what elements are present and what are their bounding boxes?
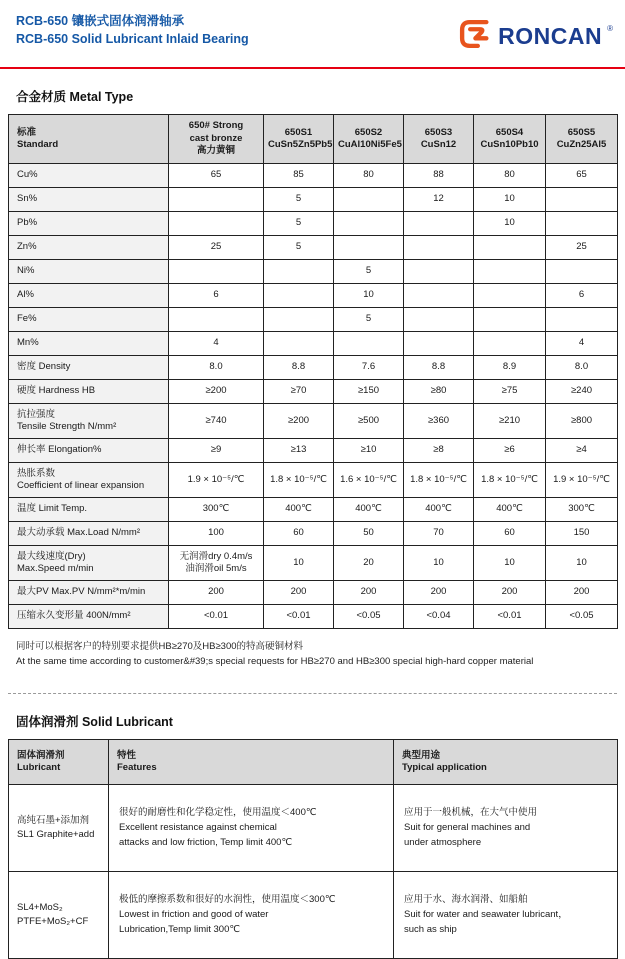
lubricant-header-row [9,740,618,785]
metal-table-row [9,463,618,498]
metal-column-header [169,115,264,164]
metal-cell-value [264,308,334,332]
metal-table-row [9,404,618,439]
lubricant-table-row [9,785,618,872]
roncan-monogram-icon [455,15,493,58]
metal-cell-value: 5 [334,260,404,284]
metal-column-header-line: 高力黄铜 [196,145,235,157]
metal-row-label [9,404,169,439]
metal-cell-value: <0.01 [264,605,334,629]
solid-lubricant-table [8,739,618,959]
lubricant-features-line: attacks and low friction, Temp limit 400℃ [119,836,293,848]
metal-cell-value: ≥10 [334,439,404,463]
metal-cell-value: ≥200 [264,404,334,439]
metal-cell-value: ≥360 [404,404,474,439]
lubricant-application-line: 应用于水、海水润滑、如船舶 [404,894,528,906]
lubricant-table-row [9,872,618,959]
metal-cell-value: 4 [169,332,264,356]
metal-cell-value: 1.9 × 10⁻⁵/℃ [546,463,618,498]
metal-cell-value: 400℃ [474,498,546,522]
metal-footnote-en: At the same time according to customer&#39;s special requests for HB≥270 and HB≥300 special high-hard copper material [16,655,534,667]
lubricant-column-header [109,740,394,785]
metal-cell-value: ≥8 [404,439,474,463]
lubricant-column-header-line: 固体润滑剂 [17,750,65,762]
lubricant-application-line: under atmosphere [404,836,482,848]
metal-cell-value [264,332,334,356]
metal-cell-value: 25 [546,236,618,260]
lubricant-application-cell [394,785,618,872]
metal-row-label [9,498,169,522]
metal-cell-value: 6 [169,284,264,308]
metal-row-label-line: Cu% [17,169,38,181]
lubricant-features-line: Lubrication,Temp limit 300℃ [119,923,241,935]
lubricant-application-line: Suit for general machines and [404,822,531,834]
metal-header-row [9,115,618,164]
metal-cell-value: 65 [169,164,264,188]
lubricant-name-line: PTFE+MoS₂+CF [17,916,89,928]
metal-row-label [9,260,169,284]
metal-cell-value [334,212,404,236]
metal-cell-value: 65 [546,164,618,188]
metal-column-header [474,115,546,164]
section-divider [8,693,617,694]
metal-column-header [264,115,334,164]
metal-row-label-line: 压缩永久变形量 400N/mm² [17,610,131,622]
metal-table-row [9,605,618,629]
metal-cell-value: 80 [474,164,546,188]
metal-row-label [9,463,169,498]
metal-table-row [9,188,618,212]
metal-cell-value [264,284,334,308]
metal-footnote-zh: 同时可以根据客户的特别要求提供HB≥270及HB≥300的特高硬铜材料 [16,641,304,652]
lubricant-table-body [9,785,618,959]
metal-cell-value: 8.0 [546,356,618,380]
document-title-zh: RCB-650 镶嵌式固体润滑轴承 [16,14,185,28]
metal-row-label-line: 温度 Limit Temp. [17,503,88,515]
registered-mark: ® [607,24,613,33]
metal-cell-value: 10 [404,546,474,581]
metal-section-title: 合金材质 Metal Type [16,90,134,104]
lubricant-name-cell [9,872,109,959]
metal-cell-value: 400℃ [334,498,404,522]
metal-column-header-line: 650S5 [567,126,596,138]
metal-cell-value: 7.6 [334,356,404,380]
brand-logo [455,15,613,58]
metal-column-header-line: CuAl10Ni5Fe5 [338,139,402,150]
metal-column-header [334,115,404,164]
metal-cell-value [404,332,474,356]
metal-cell-value: 6 [546,284,618,308]
metal-cell-value: 200 [334,581,404,605]
metal-row-label-line: 伸长率 Elongation% [17,444,102,456]
metal-table-row [9,332,618,356]
metal-cell-value: 70 [404,522,474,546]
metal-cell-value: 12 [404,188,474,212]
metal-cell-value: ≥240 [546,380,618,404]
metal-row-label [9,546,169,581]
metal-row-label-line: Ni% [17,265,35,277]
metal-cell-value: 10 [474,546,546,581]
metal-cell-value: ≥800 [546,404,618,439]
lubricant-features-line: Excellent resistance against chemical [119,822,277,834]
metal-row-label [9,164,169,188]
metal-cell-value [474,260,546,284]
metal-row-label-line: Pb% [17,217,38,229]
metal-cell-value: 400℃ [264,498,334,522]
metal-cell-value [334,188,404,212]
metal-cell-value: <0.04 [404,605,474,629]
metal-cell-value [474,332,546,356]
metal-cell-value [474,236,546,260]
metal-row-label-line: 最大线速度(Dry) [17,550,86,562]
metal-cell-value: 5 [264,212,334,236]
metal-cell-value: ≥70 [264,380,334,404]
metal-column-header-line: 650S4 [495,126,524,138]
metal-table-body [9,164,618,629]
metal-row-label-line: 热胀系数 [17,467,56,479]
metal-cell-value [546,188,618,212]
metal-row-label-line: Coefficient of linear expansion [17,480,145,491]
lubricant-column-header-line: Lubricant [17,762,61,774]
metal-row-label [9,581,169,605]
metal-row-label [9,236,169,260]
metal-cell-value [169,188,264,212]
metal-row-label [9,308,169,332]
metal-cell-value: 80 [334,164,404,188]
metal-row-label-line: 抗拉强度 [17,408,56,420]
metal-column-header-line: CuZn25Al5 [556,139,607,150]
metal-cell-value: 10 [264,546,334,581]
metal-column-header-line: CuSn12 [420,139,457,150]
metal-row-label [9,439,169,463]
metal-row-label [9,332,169,356]
metal-cell-value: 200 [264,581,334,605]
metal-cell-value: 1.8 × 10⁻⁵/℃ [264,463,334,498]
metal-table-row [9,380,618,404]
lubricant-features-cell [109,872,394,959]
lubricant-features-cell [109,785,394,872]
metal-cell-value [546,308,618,332]
lubricant-features-line: 很好的耐磨性和化学稳定性，使用温度＜400℃ [119,807,317,819]
metal-row-label [9,380,169,404]
document-title-en: RCB-650 Solid Lubricant Inlaid Bearing [16,31,249,46]
metal-column-header-line: CuSn5Zn5Pb5 [268,139,333,150]
metal-cell-value-line: 无润滑dry 0.4m/s [179,550,253,562]
metal-column-header-line: 标准 [17,126,37,138]
metal-cell-value: ≥200 [169,380,264,404]
metal-cell-value: 200 [169,581,264,605]
metal-column-header [9,115,169,164]
metal-row-label [9,284,169,308]
lubricant-features-line: Lowest in friction and good of water [119,909,269,921]
metal-cell-value [169,308,264,332]
metal-cell-value: ≥9 [169,439,264,463]
metal-cell-value: 25 [169,236,264,260]
metal-cell-value [334,236,404,260]
metal-cell-value: 60 [474,522,546,546]
metal-cell-value [404,260,474,284]
metal-column-header-line: 650S3 [424,126,453,138]
metal-footnote [16,640,609,669]
metal-cell-value: 8.8 [264,356,334,380]
lubricant-table-head [9,740,618,785]
metal-column-header-line: 650S2 [354,126,383,138]
metal-cell-value: 1.9 × 10⁻⁵/℃ [169,463,264,498]
metal-cell-value: 200 [546,581,618,605]
metal-row-label [9,522,169,546]
metal-cell-value: <0.01 [474,605,546,629]
lubricant-name-line: 高纯石墨+添加剂 [17,814,90,826]
lubricant-column-header [9,740,109,785]
metal-cell-value: ≥150 [334,380,404,404]
metal-cell-value: 300℃ [546,498,618,522]
metal-table-row [9,546,618,581]
metal-row-label-line: 最大动承载 Max.Load N/mm² [17,527,140,539]
metal-cell-value [169,546,264,581]
metal-table-row [9,260,618,284]
metal-cell-value: ≥13 [264,439,334,463]
page-header [0,0,625,58]
metal-cell-value: <0.05 [546,605,618,629]
metal-cell-value: ≥500 [334,404,404,439]
metal-cell-value: 8.8 [404,356,474,380]
lubricant-name-line: SL4+MoS₂ [17,901,63,913]
metal-table-row [9,356,618,380]
metal-row-label-line: 密度 Density [17,361,71,373]
metal-cell-value [546,260,618,284]
metal-cell-value: 10 [474,188,546,212]
metal-cell-value: 300℃ [169,498,264,522]
metal-cell-value [334,332,404,356]
metal-cell-value [474,284,546,308]
metal-table-row [9,212,618,236]
lubricant-application-line: 应用于一般机械，在大气中使用 [404,807,538,819]
metal-cell-value [169,260,264,284]
lubricant-features-line: 极低的摩擦系数和很好的水润性，使用温度＜300℃ [119,894,336,906]
header-rule [0,67,625,69]
metal-cell-value: 200 [404,581,474,605]
metal-cell-value: 1.6 × 10⁻⁵/℃ [334,463,404,498]
metal-cell-value: 200 [474,581,546,605]
metal-cell-value [546,212,618,236]
metal-row-label [9,212,169,236]
metal-table-row [9,581,618,605]
metal-cell-value: 20 [334,546,404,581]
metal-cell-value: 10 [546,546,618,581]
lubricant-application-line: Suit for water and seawater lubricant， [404,909,568,921]
metal-table-row [9,522,618,546]
metal-cell-value: ≥6 [474,439,546,463]
metal-column-header [546,115,618,164]
lubricant-name-line: SL1 Graphite+add [17,829,95,841]
metal-cell-value: 150 [546,522,618,546]
metal-column-header [404,115,474,164]
metal-row-label-line: Max.Speed m/min [17,563,94,574]
metal-column-header-line: Standard [17,139,59,150]
metal-table-row [9,164,618,188]
metal-row-label [9,605,169,629]
metal-cell-value: 60 [264,522,334,546]
metal-table-row [9,284,618,308]
metal-cell-value: <0.05 [334,605,404,629]
metal-cell-value: ≥80 [404,380,474,404]
brand-name: RONCAN [498,23,603,49]
metal-cell-value: 5 [264,236,334,260]
metal-type-table [8,114,618,629]
metal-row-label-line: Sn% [17,193,38,205]
metal-cell-value [404,284,474,308]
lubricant-section-title: 固体润滑剂 Solid Lubricant [16,715,173,730]
metal-row-label-line: Fe% [17,313,37,325]
lubricant-application-cell [394,872,618,959]
metal-row-label-line: Zn% [17,241,37,253]
metal-cell-value-line: 油润滑oil 5m/s [185,563,247,574]
metal-cell-value: 88 [404,164,474,188]
document-title [16,13,249,48]
metal-cell-value [169,212,264,236]
metal-row-label [9,356,169,380]
metal-cell-value: 85 [264,164,334,188]
metal-cell-value [264,260,334,284]
metal-row-label-line: Tensile Strength N/mm² [17,421,117,432]
metal-cell-value: 8.0 [169,356,264,380]
metal-table-row [9,236,618,260]
metal-cell-value: 5 [334,308,404,332]
metal-cell-value: 4 [546,332,618,356]
metal-cell-value: 50 [334,522,404,546]
metal-row-label-line: 最大PV Max.PV N/mm²*m/min [17,586,146,598]
metal-cell-value [404,212,474,236]
metal-row-label-line: 硬度 Hardness HB [17,385,96,397]
metal-cell-value: <0.01 [169,605,264,629]
lubricant-column-header [394,740,618,785]
lubricant-application-line: such as ship [404,923,457,935]
metal-cell-value: 5 [264,188,334,212]
metal-column-header-line: CuSn10Pb10 [480,139,539,150]
metal-cell-value: ≥210 [474,404,546,439]
metal-row-label [9,188,169,212]
lubricant-column-header-line: 典型用途 [402,750,441,762]
lubricant-column-header-line: Typical application [402,762,487,774]
metal-cell-value [404,308,474,332]
metal-cell-value: 10 [334,284,404,308]
metal-table-row [9,308,618,332]
metal-cell-value: ≥4 [546,439,618,463]
metal-column-header-line: 650# Strong [188,120,244,132]
metal-cell-value: ≥75 [474,380,546,404]
metal-cell-value: 10 [474,212,546,236]
lubricant-name-cell [9,785,109,872]
metal-cell-value: ≥740 [169,404,264,439]
lubricant-column-header-line: Features [117,762,157,774]
metal-cell-value [404,236,474,260]
metal-table-row [9,498,618,522]
metal-table-row [9,439,618,463]
metal-row-label-line: Mn% [17,337,39,349]
metal-table-head [9,115,618,164]
metal-cell-value: 8.9 [474,356,546,380]
metal-cell-value: 1.8 × 10⁻⁵/℃ [404,463,474,498]
metal-cell-value: 1.8 × 10⁻⁵/℃ [474,463,546,498]
metal-column-header-line: cast bronze [189,132,243,144]
lubricant-column-header-line: 特性 [117,750,137,762]
metal-row-label-line: Al% [17,289,34,301]
metal-cell-value: 100 [169,522,264,546]
metal-cell-value: 400℃ [404,498,474,522]
metal-cell-value [474,308,546,332]
metal-column-header-line: 650S1 [284,126,313,138]
